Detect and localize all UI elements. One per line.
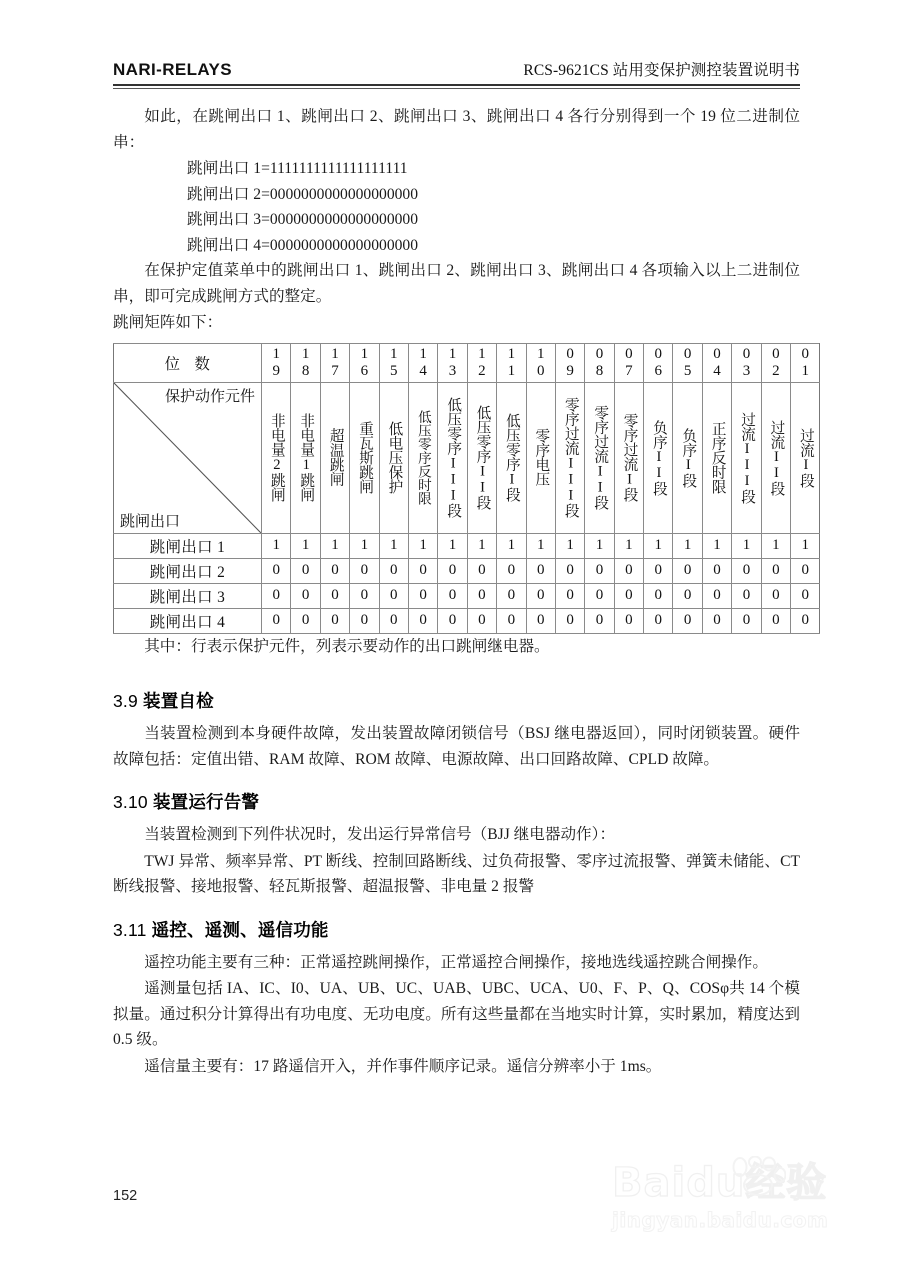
matrix-cell: 0: [350, 608, 379, 633]
row-label: 跳闸出口 1: [114, 533, 262, 558]
matrix-cell: 1: [702, 533, 731, 558]
matrix-cell: 0: [555, 558, 584, 583]
bit-number-row: [114, 343, 820, 382]
matrix-cell: 1: [673, 533, 702, 558]
element-label-cell: 非电量1跳闸: [291, 382, 320, 533]
section-3-11-paragraph-2: 遥测量包括 IA、IC、I0、UA、UB、UC、UAB、UBC、UCA、U0、F、P、Q、COSφ共 14 个模拟量。通过积分计算得出有功电度、无功电度。所有这些量都在当地实时计算，实时累加，精度达到 0.5 级。: [113, 980, 800, 1048]
matrix-cell: 0: [555, 583, 584, 608]
page-number: 152: [113, 1188, 138, 1204]
matrix-cell: 0: [291, 608, 320, 633]
matrix-cell: 0: [614, 558, 643, 583]
matrix-cell: 0: [291, 558, 320, 583]
element-label-cell: 零序过流II段: [585, 382, 614, 533]
trip-matrix-container: [113, 343, 814, 634]
matrix-cell: 1: [291, 533, 320, 558]
matrix-cell: 0: [761, 608, 790, 633]
matrix-cell: 0: [526, 583, 555, 608]
matrix-cell: 1: [732, 533, 761, 558]
matrix-cell: 0: [614, 608, 643, 633]
matrix-cell: 0: [438, 558, 467, 583]
bit-row-label-cell: [114, 343, 262, 382]
matrix-cell: 0: [791, 558, 820, 583]
matrix-cell: 1: [526, 533, 555, 558]
bit-number-cell: 1 0: [526, 343, 555, 382]
bit-number-cell: 0 7: [614, 343, 643, 382]
bit-number-cell: 0 5: [673, 343, 702, 382]
matrix-cell: 1: [408, 533, 437, 558]
matrix-cell: 0: [262, 608, 291, 633]
matrix-cell: 1: [761, 533, 790, 558]
matrix-cell: 0: [791, 608, 820, 633]
section-number: 3.9: [113, 691, 138, 711]
bit-number-cell: 0 2: [761, 343, 790, 382]
matrix-cell: 0: [673, 558, 702, 583]
row-label: 跳闸出口 2: [114, 558, 262, 583]
bit-number-cell: 0 6: [644, 343, 673, 382]
bit-number-cell: 1 9: [262, 343, 291, 382]
bit-label-part-a: 位: [164, 355, 181, 373]
matrix-cell: 0: [702, 558, 731, 583]
header-rule-thick: [113, 84, 800, 86]
matrix-cell: 0: [408, 558, 437, 583]
matrix-cell: 0: [526, 558, 555, 583]
matrix-cell: 1: [555, 533, 584, 558]
matrix-cell: 1: [497, 533, 526, 558]
matrix-cell: 0: [761, 558, 790, 583]
matrix-cell: 0: [438, 583, 467, 608]
section-3-10-alarm-list: TWJ 异常、频率异常、PT 断线、控制回路断线、过负荷报警、零序过流报警、弹簧未储能、CT 断线报警、接地报警、轻瓦斯报警、超温报警、非电量 2 报警: [113, 852, 800, 895]
bit-number-cell: 0 3: [732, 343, 761, 382]
row-label: 跳闸出口 3: [114, 583, 262, 608]
matrix-cell: 0: [761, 583, 790, 608]
element-label-cell: 零序过流I段: [614, 382, 643, 533]
matrix-cell: 0: [555, 608, 584, 633]
element-label-cell: 非电量2跳闸: [262, 382, 291, 533]
element-label-cell: 超温跳闸: [320, 382, 349, 533]
matrix-cell: 0: [408, 583, 437, 608]
matrix-cell: 0: [644, 608, 673, 633]
matrix-cell: 0: [379, 558, 408, 583]
running-header: [113, 58, 800, 80]
matrix-caption: 其中：行表示保护元件，列表示要动作的出口跳闸继电器。: [144, 637, 550, 655]
bit-number-cell: 1 1: [497, 343, 526, 382]
matrix-cell: 0: [585, 583, 614, 608]
matrix-cell: 0: [526, 608, 555, 633]
matrix-cell: 0: [320, 608, 349, 633]
row-label: 跳闸出口 4: [114, 608, 262, 633]
section-title: 装置自检: [143, 691, 214, 711]
bit-string-line: 跳闸出口 3=0000000000000000000: [187, 211, 419, 228]
matrix-cell: 0: [732, 558, 761, 583]
matrix-cell: 0: [467, 558, 496, 583]
section-heading-3-11: [113, 917, 800, 942]
section-3-10-paragraph: 当装置检测到下列件状况时，发出运行异常信号（BJJ 继电器动作）：: [144, 826, 616, 843]
bit-number-cell: 1 2: [467, 343, 496, 382]
bit-number-cell: 0 1: [791, 343, 820, 382]
element-label-cell: 低压零序III段: [438, 382, 467, 533]
matrix-cell: 0: [497, 583, 526, 608]
diagonal-header-cell: [114, 382, 262, 533]
bit-string-list: [113, 156, 800, 258]
matrix-cell: 0: [291, 583, 320, 608]
matrix-cell: 1: [644, 533, 673, 558]
matrix-cell: 1: [614, 533, 643, 558]
matrix-cell: 0: [644, 558, 673, 583]
matrix-cell: 0: [467, 608, 496, 633]
section-3-11-paragraph-1: 遥控功能主要有三种：正常遥控跳闸操作，正常遥控合闸操作，接地选线遥控跳合闸操作。: [144, 953, 768, 971]
section-title: 装置运行告警: [152, 792, 260, 812]
matrix-cell: 0: [262, 558, 291, 583]
matrix-cell: 1: [379, 533, 408, 558]
matrix-cell: 0: [497, 558, 526, 583]
matrix-cell: 1: [350, 533, 379, 558]
matrix-lead-in: 跳闸矩阵如下：: [113, 314, 223, 331]
element-label-cell: 低压零序反时限: [408, 382, 437, 533]
matrix-cell: 0: [408, 608, 437, 633]
matrix-cell: 0: [673, 583, 702, 608]
diag-bottom-label: 跳闸出口: [120, 513, 181, 530]
section-3-11-paragraph-3: 遥信量主要有：17 路遥信开入，并作事件顺序记录。遥信分辨率小于 1ms。: [144, 1057, 662, 1075]
section-number: 3.11: [113, 919, 147, 940]
bit-number-cell: 1 5: [379, 343, 408, 382]
section-heading-3-9: [113, 688, 800, 713]
matrix-cell: 0: [262, 583, 291, 608]
element-label-cell: 零序电压: [526, 382, 555, 533]
matrix-cell: 1: [467, 533, 496, 558]
table-row: [114, 608, 820, 633]
matrix-cell: 1: [320, 533, 349, 558]
table-row: [114, 583, 820, 608]
bit-string-line: 跳闸出口 4=0000000000000000000: [187, 236, 419, 254]
section-number: 3.10: [113, 792, 148, 812]
element-label-cell: 过流II段: [761, 382, 790, 533]
bit-number-cell: 0 9: [555, 343, 584, 382]
matrix-cell: 0: [350, 583, 379, 608]
paw-print-icon: [728, 1156, 786, 1196]
element-label-cell: 低压零序I段: [497, 382, 526, 533]
bit-number-cell: 0 8: [585, 343, 614, 382]
element-label-row: [114, 382, 820, 533]
table-row: [114, 533, 820, 558]
matrix-cell: 0: [702, 583, 731, 608]
brand-name: NARI-RELAYS: [113, 60, 233, 79]
matrix-cell: 0: [320, 583, 349, 608]
matrix-cell: 0: [320, 558, 349, 583]
matrix-cell: 0: [644, 583, 673, 608]
bit-number-cell: 1 4: [408, 343, 437, 382]
matrix-cell: 0: [732, 583, 761, 608]
page-content: [113, 104, 814, 1080]
element-label-cell: 正序反时限: [702, 382, 731, 533]
matrix-cell: 1: [438, 533, 467, 558]
element-label-cell: 负序II段: [644, 382, 673, 533]
table-row: [114, 558, 820, 583]
trip-matrix-table: [113, 343, 820, 634]
bit-number-cell: 1 6: [350, 343, 379, 382]
bit-number-cell: 0 4: [702, 343, 731, 382]
section-heading-3-10: [113, 789, 800, 814]
matrix-cell: 0: [350, 558, 379, 583]
bit-number-cell: 1 3: [438, 343, 467, 382]
watermark-sub-text: jingyan.baidu.com: [612, 1208, 829, 1232]
matrix-cell: 0: [585, 558, 614, 583]
diag-top-label: 保护动作元件: [164, 388, 255, 405]
element-label-cell: 过流III段: [732, 382, 761, 533]
matrix-cell: 0: [585, 608, 614, 633]
matrix-cell: 0: [614, 583, 643, 608]
bit-string-line: 跳闸出口 1=1111111111111111111: [187, 160, 408, 177]
matrix-cell: 1: [262, 533, 291, 558]
element-label-cell: 过流I段: [791, 382, 820, 533]
matrix-cell: 0: [497, 608, 526, 633]
matrix-cell: 0: [673, 608, 702, 633]
element-label-cell: 负序I段: [673, 382, 702, 533]
element-label-cell: 低压零序II段: [467, 382, 496, 533]
section-3-9-paragraph: 当装置检测到本身硬件故障，发出装置故障闭锁信号（BSJ 继电器返回），同时闭锁装置。硬件故障包括：定值出错、RAM 故障、ROM 故障、电源故障、出口回路故障、CPLD 故障。: [113, 725, 800, 768]
matrix-cell: 1: [791, 533, 820, 558]
section-title: 遥控、遥测、遥信功能: [151, 919, 329, 940]
header-rule-thin: [113, 88, 800, 89]
baidu-watermark: [612, 1160, 882, 1252]
matrix-cell: 0: [702, 608, 731, 633]
bit-number-cell: 1 8: [291, 343, 320, 382]
matrix-cell: 0: [467, 583, 496, 608]
matrix-cell: 0: [438, 608, 467, 633]
document-title: RCS-9621CS 站用变保护测控装置说明书: [523, 62, 800, 79]
element-label-cell: 低电压保护: [379, 382, 408, 533]
matrix-cell: 0: [732, 608, 761, 633]
bit-label-part-b: 数: [194, 355, 211, 373]
bit-number-cell: 1 7: [320, 343, 349, 382]
setting-paragraph: 在保护定值菜单中的跳闸出口 1、跳闸出口 2、跳闸出口 3、跳闸出口 4 各项输入以上二进制位串，即可完成跳闸方式的整定。: [113, 262, 800, 305]
matrix-cell: 1: [585, 533, 614, 558]
matrix-cell: 0: [379, 583, 408, 608]
element-label-cell: 零序过流III段: [555, 382, 584, 533]
bit-string-line: 跳闸出口 2=0000000000000000000: [187, 185, 419, 203]
matrix-cell: 0: [791, 583, 820, 608]
matrix-cell: 0: [379, 608, 408, 633]
intro-paragraph: 如此，在跳闸出口 1、跳闸出口 2、跳闸出口 3、跳闸出口 4 各行分别得到一个 19 位二进制位串：: [113, 108, 800, 151]
watermark-main-text: Baidu经验: [612, 1160, 828, 1206]
element-label-cell: 重瓦斯跳闸: [350, 382, 379, 533]
